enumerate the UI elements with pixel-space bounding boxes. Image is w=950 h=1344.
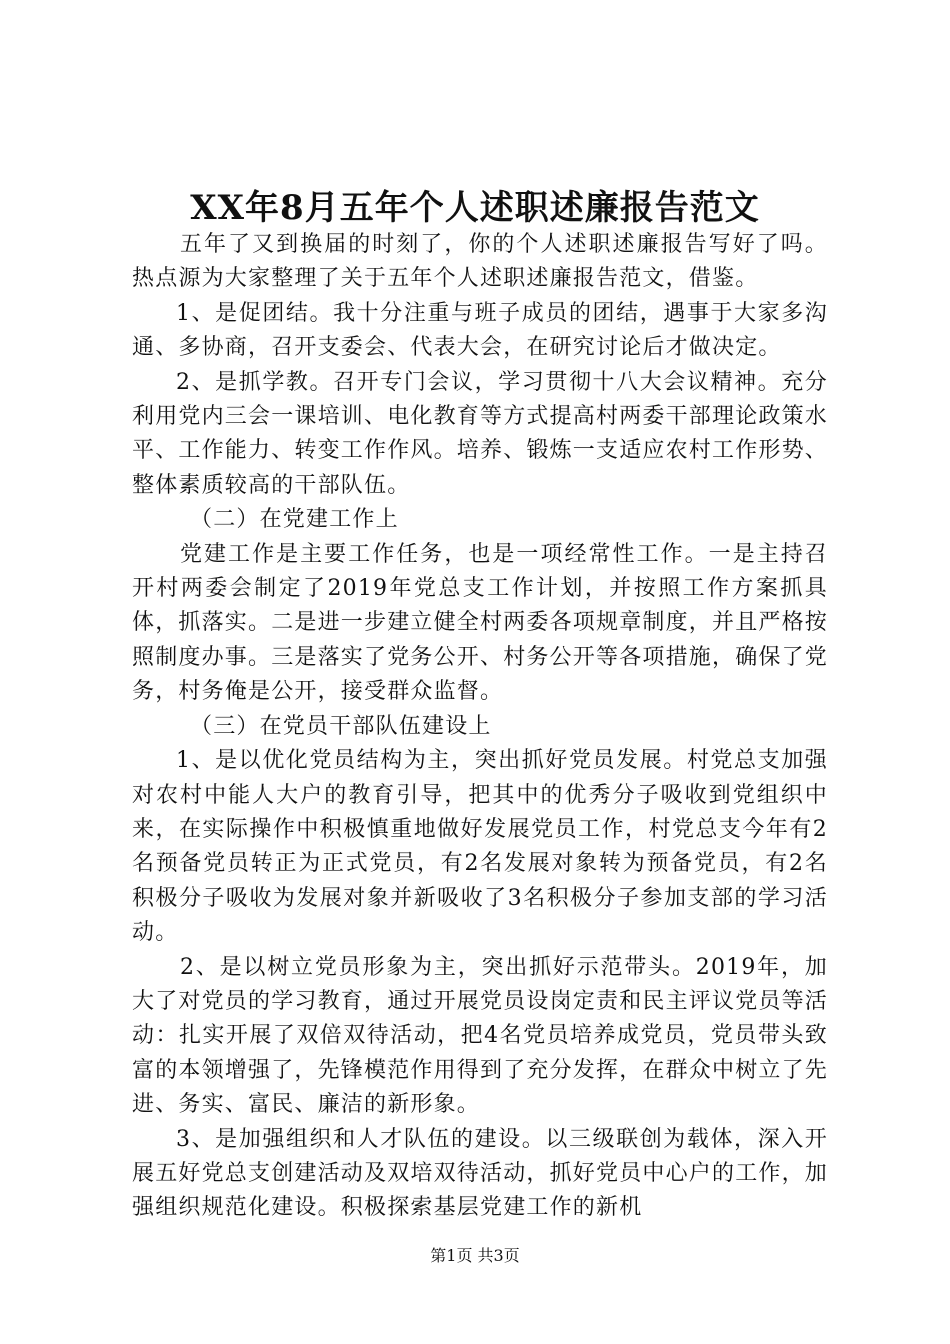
paragraph-unity: 1、是促团结。我十分注重与班子成员的团结，遇事于大家多沟通、多协商，召开支委会、代表大会，在研究讨论后才做决定。 [132, 300, 828, 361]
paragraph-member-image: 2、是以树立党员形象为主，突出抓好示范带头。2019年，加大了对党员的学习教育，通过开展党员设岗定责和民主评议党员等活动：扎实开展了双倍双待活动，把4名党员培养成党员，党员带头致富的本领增强了，先锋模范作用得到了充分发挥，在群众中树立了先进、务实、富民、廉洁的新形象。 [132, 954, 829, 1118]
section-heading-cadre-team: （三）在党员干部队伍建设上 [190, 713, 492, 739]
paragraph-study: 2、是抓学教。召开专门会议，学习贯彻十八大会议精神。充分利用党内三会一课培训、电化教育等方式提高村两委干部理论政策水平、工作能力、转变工作作风。培养、锻炼一支适应农村工作形势、整体素质较高的干部队伍。 [132, 369, 829, 498]
intro-paragraph: 五年了又到换届的时刻了，你的个人述职述廉报告写好了吗。热点源为大家整理了关于五年个人述职述廉报告范文，借鉴。 [132, 232, 828, 292]
section-heading-party-building: （二）在党建工作上 [190, 507, 399, 533]
paragraph-member-structure: 1、是以优化党员结构为主，突出抓好党员发展。村党总支加强对农村中能人大户的教育引导，把其中的优秀分子吸收到党组织中来，在实际操作中积极慎重地做好发展党员工作，村党总支今年有2名预备党员转正为正式党员，有2名发展对象转为预备党员，有2名积极分子吸收为发展对象并新吸收了3名积极分子参加支部的学习活动。 [132, 748, 828, 946]
page-footer: 第1页 共3页 [430, 1246, 520, 1265]
paragraph-party-building: 党建工作是主要工作任务，也是一项经常性工作。一是主持召开村两委会制定了2019年党总支工作计划，并按照工作方案抓具体，抓落实。二是进一步建立健全村两委各项规章制度，并且严格按照制度办事。三是落实了党务公开、村务公开等各项措施，确保了党务，村务俺是公开，接受群众监督。 [132, 541, 829, 705]
document-title: XX年8月五年个人述职述廉报告范文 [190, 188, 760, 228]
document-body [132, 228, 828, 1226]
paragraph-organization: 3、是加强组织和人才队伍的建设。以三级联创为载体，深入开展五好党总支创建活动及双培双待活动，抓好党员中心户的工作，加强组织规范化建设。积极探索基层党建工作的新机 [132, 1126, 829, 1221]
